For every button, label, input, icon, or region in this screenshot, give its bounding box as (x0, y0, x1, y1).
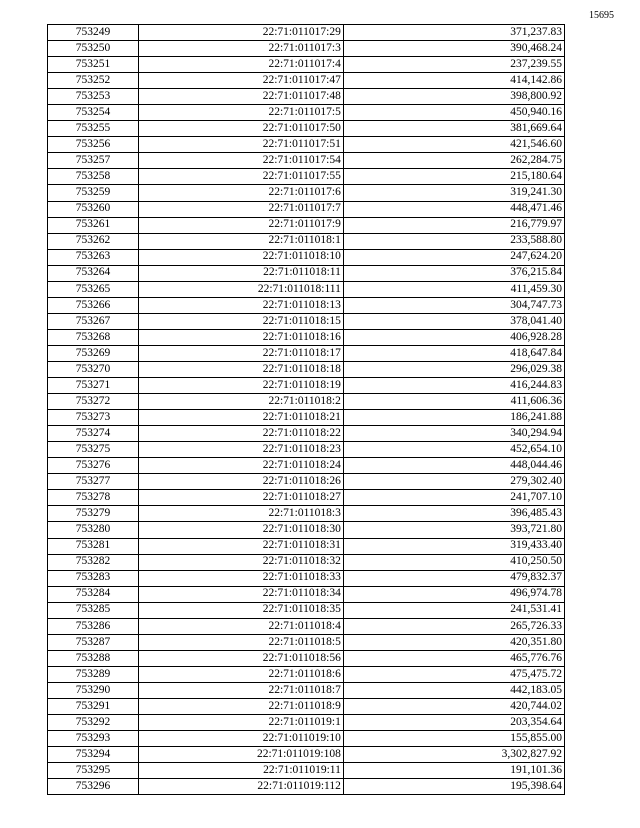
table-row (48, 698, 565, 714)
table-row (48, 474, 565, 490)
table-row (48, 442, 565, 458)
table-row (48, 313, 565, 329)
table-row (48, 715, 565, 731)
table-row (48, 361, 565, 377)
row-number-cell: 753274 (48, 426, 139, 442)
cadastral-value-table (47, 24, 565, 795)
row-number-cell: 753250 (48, 41, 139, 57)
cadastral-value-cell: 279,302.40 (343, 474, 564, 490)
cadastral-number-cell: 22:71:011017:6 (139, 185, 344, 201)
cadastral-number-cell: 22:71:011018:24 (139, 458, 344, 474)
table-row (48, 522, 565, 538)
row-number-cell: 753293 (48, 731, 139, 747)
table-row (48, 137, 565, 153)
table-body (48, 25, 565, 795)
cadastral-value-cell: 406,928.28 (343, 329, 564, 345)
table-row (48, 763, 565, 779)
table-row (48, 394, 565, 410)
cadastral-number-cell: 22:71:011017:54 (139, 153, 344, 169)
table-row (48, 538, 565, 554)
cadastral-number-cell: 22:71:011018:6 (139, 666, 344, 682)
table-row (48, 57, 565, 73)
row-number-cell: 753252 (48, 73, 139, 89)
cadastral-value-cell: 262,284.75 (343, 153, 564, 169)
row-number-cell: 753291 (48, 698, 139, 714)
cadastral-number-cell: 22:71:011018:56 (139, 650, 344, 666)
row-number-cell: 753259 (48, 185, 139, 201)
cadastral-number-cell: 22:71:011019:11 (139, 763, 344, 779)
cadastral-number-cell: 22:71:011017:50 (139, 121, 344, 137)
cadastral-value-cell: 450,940.16 (343, 105, 564, 121)
cadastral-value-cell: 381,669.64 (343, 121, 564, 137)
cadastral-value-cell: 420,351.80 (343, 634, 564, 650)
table-row (48, 41, 565, 57)
row-number-cell: 753288 (48, 650, 139, 666)
cadastral-value-cell: 411,606.36 (343, 394, 564, 410)
table-row (48, 89, 565, 105)
row-number-cell: 753262 (48, 233, 139, 249)
cadastral-value-cell: 195,398.64 (343, 779, 564, 795)
cadastral-number-cell: 22:71:011017:51 (139, 137, 344, 153)
row-number-cell: 753296 (48, 779, 139, 795)
table-row (48, 201, 565, 217)
table-row (48, 73, 565, 89)
table-row (48, 682, 565, 698)
cadastral-number-cell: 22:71:011019:112 (139, 779, 344, 795)
cadastral-number-cell: 22:71:011018:30 (139, 522, 344, 538)
row-number-cell: 753267 (48, 313, 139, 329)
cadastral-value-cell: 475,475.72 (343, 666, 564, 682)
cadastral-number-cell: 22:71:011018:10 (139, 249, 344, 265)
cadastral-value-cell: 496,974.78 (343, 586, 564, 602)
row-number-cell: 753269 (48, 345, 139, 361)
table-row (48, 121, 565, 137)
cadastral-number-cell: 22:71:011018:111 (139, 281, 344, 297)
row-number-cell: 753280 (48, 522, 139, 538)
row-number-cell: 753251 (48, 57, 139, 73)
row-number-cell: 753257 (48, 153, 139, 169)
table-row (48, 602, 565, 618)
table-row (48, 554, 565, 570)
cadastral-value-cell: 411,459.30 (343, 281, 564, 297)
cadastral-value-cell: 414,142.86 (343, 73, 564, 89)
cadastral-number-cell: 22:71:011017:29 (139, 25, 344, 41)
cadastral-number-cell: 22:71:011018:35 (139, 602, 344, 618)
cadastral-number-cell: 22:71:011018:26 (139, 474, 344, 490)
row-number-cell: 753258 (48, 169, 139, 185)
row-number-cell: 753271 (48, 378, 139, 394)
cadastral-value-cell: 418,647.84 (343, 345, 564, 361)
cadastral-value-cell: 420,744.02 (343, 698, 564, 714)
row-number-cell: 753287 (48, 634, 139, 650)
cadastral-value-cell: 3,302,827.92 (343, 747, 564, 763)
cadastral-number-cell: 22:71:011018:13 (139, 297, 344, 313)
row-number-cell: 753266 (48, 297, 139, 313)
table-row (48, 233, 565, 249)
table-row (48, 747, 565, 763)
cadastral-value-cell: 398,800.92 (343, 89, 564, 105)
table-row (48, 169, 565, 185)
row-number-cell: 753283 (48, 570, 139, 586)
table-row (48, 618, 565, 634)
row-number-cell: 753253 (48, 89, 139, 105)
cadastral-number-cell: 22:71:011017:7 (139, 201, 344, 217)
cadastral-value-cell: 215,180.64 (343, 169, 564, 185)
row-number-cell: 753294 (48, 747, 139, 763)
cadastral-number-cell: 22:71:011018:19 (139, 378, 344, 394)
row-number-cell: 753289 (48, 666, 139, 682)
cadastral-value-cell: 296,029.38 (343, 361, 564, 377)
cadastral-number-cell: 22:71:011018:21 (139, 410, 344, 426)
row-number-cell: 753286 (48, 618, 139, 634)
page-number: 15695 (589, 10, 614, 21)
table-row (48, 506, 565, 522)
row-number-cell: 753265 (48, 281, 139, 297)
cadastral-number-cell: 22:71:011018:34 (139, 586, 344, 602)
cadastral-value-cell: 393,721.80 (343, 522, 564, 538)
table-row (48, 731, 565, 747)
row-number-cell: 753290 (48, 682, 139, 698)
cadastral-value-cell: 479,832.37 (343, 570, 564, 586)
cadastral-value-cell: 233,588.80 (343, 233, 564, 249)
row-number-cell: 753276 (48, 458, 139, 474)
cadastral-value-cell: 376,215.84 (343, 265, 564, 281)
row-number-cell: 753295 (48, 763, 139, 779)
cadastral-number-cell: 22:71:011018:2 (139, 394, 344, 410)
row-number-cell: 753254 (48, 105, 139, 121)
cadastral-number-cell: 22:71:011017:5 (139, 105, 344, 121)
row-number-cell: 753292 (48, 715, 139, 731)
row-number-cell: 753282 (48, 554, 139, 570)
cadastral-number-cell: 22:71:011018:9 (139, 698, 344, 714)
row-number-cell: 753275 (48, 442, 139, 458)
cadastral-value-cell: 216,779.97 (343, 217, 564, 233)
cadastral-number-cell: 22:71:011017:3 (139, 41, 344, 57)
row-number-cell: 753272 (48, 394, 139, 410)
cadastral-value-cell: 155,855.00 (343, 731, 564, 747)
cadastral-number-cell: 22:71:011018:7 (139, 682, 344, 698)
cadastral-number-cell: 22:71:011018:27 (139, 490, 344, 506)
row-number-cell: 753281 (48, 538, 139, 554)
cadastral-number-cell: 22:71:011018:33 (139, 570, 344, 586)
table-row (48, 410, 565, 426)
cadastral-value-cell: 396,485.43 (343, 506, 564, 522)
cadastral-value-cell: 319,241.30 (343, 185, 564, 201)
cadastral-number-cell: 22:71:011017:9 (139, 217, 344, 233)
table-row (48, 25, 565, 41)
cadastral-value-cell: 247,624.20 (343, 249, 564, 265)
row-number-cell: 753260 (48, 201, 139, 217)
cadastral-number-cell: 22:71:011018:18 (139, 361, 344, 377)
cadastral-value-cell: 340,294.94 (343, 426, 564, 442)
row-number-cell: 753278 (48, 490, 139, 506)
cadastral-value-cell: 241,707.10 (343, 490, 564, 506)
row-number-cell: 753284 (48, 586, 139, 602)
table-row (48, 779, 565, 795)
table-row (48, 666, 565, 682)
table-row (48, 650, 565, 666)
table-row (48, 281, 565, 297)
table-row (48, 185, 565, 201)
cadastral-value-cell: 452,654.10 (343, 442, 564, 458)
table-row (48, 297, 565, 313)
cadastral-number-cell: 22:71:011018:17 (139, 345, 344, 361)
cadastral-number-cell: 22:71:011018:31 (139, 538, 344, 554)
table-row (48, 426, 565, 442)
cadastral-number-cell: 22:71:011018:22 (139, 426, 344, 442)
row-number-cell: 753273 (48, 410, 139, 426)
table-row (48, 634, 565, 650)
cadastral-number-cell: 22:71:011018:32 (139, 554, 344, 570)
cadastral-value-cell: 465,776.76 (343, 650, 564, 666)
table-row (48, 490, 565, 506)
table-row (48, 329, 565, 345)
cadastral-value-cell: 265,726.33 (343, 618, 564, 634)
row-number-cell: 753270 (48, 361, 139, 377)
row-number-cell: 753268 (48, 329, 139, 345)
cadastral-number-cell: 22:71:011019:1 (139, 715, 344, 731)
cadastral-value-cell: 191,101.36 (343, 763, 564, 779)
table-row (48, 265, 565, 281)
cadastral-number-cell: 22:71:011018:23 (139, 442, 344, 458)
cadastral-value-cell: 203,354.64 (343, 715, 564, 731)
cadastral-value-cell: 378,041.40 (343, 313, 564, 329)
cadastral-number-cell: 22:71:011018:3 (139, 506, 344, 522)
cadastral-value-cell: 237,239.55 (343, 57, 564, 73)
cadastral-value-cell: 448,044.46 (343, 458, 564, 474)
cadastral-value-cell: 186,241.88 (343, 410, 564, 426)
cadastral-value-cell: 241,531.41 (343, 602, 564, 618)
cadastral-number-cell: 22:71:011018:4 (139, 618, 344, 634)
cadastral-number-cell: 22:71:011017:4 (139, 57, 344, 73)
table-row (48, 570, 565, 586)
table-row (48, 249, 565, 265)
row-number-cell: 753255 (48, 121, 139, 137)
row-number-cell: 753249 (48, 25, 139, 41)
table-row (48, 378, 565, 394)
table-row (48, 586, 565, 602)
row-number-cell: 753277 (48, 474, 139, 490)
cadastral-value-cell: 421,546.60 (343, 137, 564, 153)
row-number-cell: 753256 (48, 137, 139, 153)
row-number-cell: 753285 (48, 602, 139, 618)
row-number-cell: 753264 (48, 265, 139, 281)
cadastral-number-cell: 22:71:011018:16 (139, 329, 344, 345)
cadastral-number-cell: 22:71:011019:10 (139, 731, 344, 747)
cadastral-value-cell: 410,250.50 (343, 554, 564, 570)
cadastral-number-cell: 22:71:011018:1 (139, 233, 344, 249)
cadastral-value-cell: 442,183.05 (343, 682, 564, 698)
cadastral-value-cell: 448,471.46 (343, 201, 564, 217)
cadastral-value-cell: 416,244.83 (343, 378, 564, 394)
cadastral-value-cell: 371,237.83 (343, 25, 564, 41)
table-row (48, 458, 565, 474)
table-row (48, 217, 565, 233)
cadastral-number-cell: 22:71:011017:55 (139, 169, 344, 185)
table-row (48, 153, 565, 169)
table-row (48, 345, 565, 361)
cadastral-number-cell: 22:71:011018:11 (139, 265, 344, 281)
cadastral-value-cell: 304,747.73 (343, 297, 564, 313)
row-number-cell: 753279 (48, 506, 139, 522)
row-number-cell: 753261 (48, 217, 139, 233)
cadastral-value-cell: 390,468.24 (343, 41, 564, 57)
cadastral-number-cell: 22:71:011017:47 (139, 73, 344, 89)
table-row (48, 105, 565, 121)
cadastral-value-cell: 319,433.40 (343, 538, 564, 554)
cadastral-number-cell: 22:71:011019:108 (139, 747, 344, 763)
cadastral-number-cell: 22:71:011018:15 (139, 313, 344, 329)
cadastral-number-cell: 22:71:011017:48 (139, 89, 344, 105)
cadastral-number-cell: 22:71:011018:5 (139, 634, 344, 650)
row-number-cell: 753263 (48, 249, 139, 265)
